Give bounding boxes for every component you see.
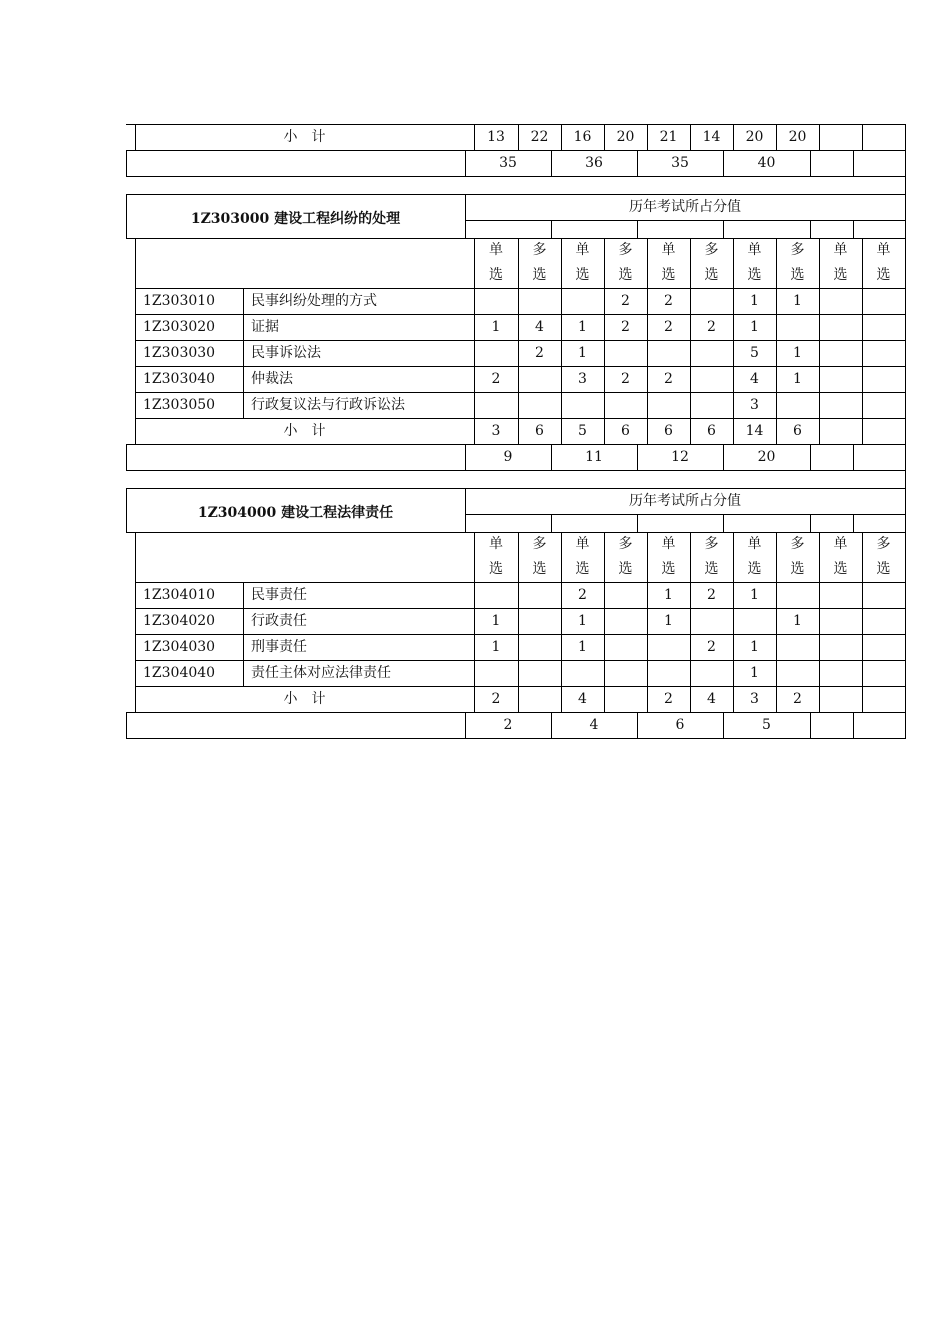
s3-question-type: 多 选: [704, 536, 719, 577]
s3-row-code: 1Z304030: [143, 639, 216, 655]
s2-row-cell: 1: [793, 345, 802, 361]
s2-row-cell: 3: [578, 371, 587, 387]
table-rule: [135, 418, 136, 444]
table-rule: [561, 392, 562, 418]
table-rule: [518, 608, 519, 634]
table-rule: [862, 686, 863, 712]
table-rule: [690, 418, 691, 444]
s2-row-cell: 2: [491, 371, 501, 387]
table-rule: [733, 418, 734, 444]
table-rule: [518, 686, 519, 712]
table-rule: [561, 288, 562, 314]
s2-row-cell: 2: [664, 371, 673, 387]
s3-question-type: 多 选: [876, 536, 891, 577]
table-rule: [905, 124, 906, 150]
s2-question-type: 多 选: [532, 242, 547, 283]
s3-row-cell: 1: [750, 665, 759, 681]
s3-subtotal-cell: 2: [491, 691, 501, 707]
s2-subtotal-cell: 5: [578, 423, 587, 439]
table-rule: [126, 194, 127, 238]
table-rule: [819, 418, 820, 444]
table-rule: [561, 686, 562, 712]
s2-row-code: 1Z303050: [143, 397, 216, 413]
table-rule: [853, 220, 854, 238]
s3-row-code: 1Z304020: [143, 613, 216, 629]
table-rule: [604, 608, 605, 634]
s2-subtotal-cell: 14: [745, 423, 764, 439]
table-rule: [723, 220, 724, 238]
table-rule: [551, 514, 552, 532]
table-rule: [853, 150, 854, 176]
table-rule: [905, 418, 906, 444]
s1-subtotal-cell: 20: [616, 129, 635, 145]
table-rule: [905, 150, 906, 176]
s2-pair-total: 20: [757, 449, 776, 465]
s3-header-label: 历年考试所占分值: [629, 493, 741, 509]
s3-row-cell: 2: [578, 587, 587, 603]
s2-row-cell: 3: [750, 397, 759, 413]
table-rule: [905, 340, 906, 366]
s2-row-cell: 2: [621, 293, 630, 309]
s2-row-cell: 2: [664, 319, 673, 335]
table-rule: [853, 444, 854, 470]
table-rule: [135, 686, 136, 712]
s3-row-cell: 1: [750, 639, 759, 655]
table-rule: [518, 582, 519, 608]
table-rule: [647, 686, 648, 712]
s2-question-type: 单 选: [833, 242, 848, 283]
s2-row-code: 1Z303010: [143, 293, 216, 309]
s1-pair-total: 36: [585, 155, 603, 171]
table-rule: [733, 124, 734, 150]
table-rule: [862, 314, 863, 340]
table-rule: [126, 488, 127, 532]
table-rule: [518, 288, 519, 314]
table-rule: [690, 608, 691, 634]
s1-pair-total: 40: [757, 155, 776, 171]
s3-row-cell: 1: [491, 613, 501, 629]
table-rule: [637, 444, 638, 470]
s2-header-label: 历年考试所占分值: [629, 199, 741, 215]
table-rule: [776, 660, 777, 686]
table-rule: [776, 634, 777, 660]
table-rule: [551, 712, 552, 738]
s3-row-cell: 1: [664, 587, 673, 603]
s1-subtotal-cell: 20: [788, 129, 807, 145]
table-rule: [862, 660, 863, 686]
s3-row-cell: 1: [750, 587, 759, 603]
table-rule: [647, 124, 648, 150]
table-rule: [690, 340, 691, 366]
s2-subtotal-cell: 6: [793, 423, 802, 439]
table-rule: [647, 392, 648, 418]
s2-question-type: 单 选: [747, 242, 762, 283]
table-rule: [647, 340, 648, 366]
table-rule: [905, 176, 906, 238]
table-rule: [518, 418, 519, 444]
table-rule: [604, 660, 605, 686]
s3-row-cell: 1: [578, 639, 587, 655]
table-rule: [647, 660, 648, 686]
s2-row-cell: 4: [750, 371, 759, 387]
s3-subtotal-cell: 2: [664, 691, 673, 707]
s2-row-cell: 1: [491, 319, 501, 335]
s3-section-title: 1Z304000 建设工程法律责任: [197, 505, 394, 521]
table-rule: [905, 532, 906, 582]
table-rule: [690, 392, 691, 418]
s2-question-type: 多 选: [790, 242, 805, 283]
table-rule: [637, 514, 638, 532]
table-rule: [561, 124, 562, 150]
table-rule: [819, 686, 820, 712]
table-rule: [690, 660, 691, 686]
table-rule: [853, 712, 854, 738]
table-rule: [126, 444, 127, 470]
table-rule: [862, 366, 863, 392]
table-rule: [776, 418, 777, 444]
table-rule: [637, 150, 638, 176]
s2-question-type: 单 选: [575, 242, 590, 283]
table-rule: [126, 712, 127, 738]
table-rule: [126, 176, 906, 177]
table-rule: [135, 532, 136, 582]
s2-row-cell: 2: [664, 293, 673, 309]
table-rule: [776, 314, 777, 340]
s2-row-name: 行政复议法与行政诉讼法: [251, 397, 405, 413]
s2-row-code: 1Z303040: [143, 371, 216, 387]
table-rule: [819, 582, 820, 608]
s2-row-cell: 2: [535, 345, 544, 361]
table-rule: [518, 392, 519, 418]
table-rule: [604, 634, 605, 660]
s2-pair-total: 12: [671, 449, 689, 465]
table-rule: [690, 124, 691, 150]
s3-row-name: 民事责任: [251, 587, 307, 603]
table-rule: [905, 392, 906, 418]
table-rule: [647, 418, 648, 444]
s3-row-cell: 1: [491, 639, 501, 655]
table-rule: [819, 660, 820, 686]
table-rule: [518, 124, 519, 150]
s3-row-name: 责任主体对应法律责任: [251, 665, 391, 681]
table-rule: [465, 712, 466, 738]
s3-question-type: 多 选: [618, 536, 633, 577]
table-rule: [733, 608, 734, 634]
s1-subtotal-cell: 22: [530, 129, 549, 145]
s3-question-type: 单 选: [489, 536, 503, 577]
table-rule: [690, 288, 691, 314]
table-rule: [637, 220, 638, 238]
table-rule: [551, 444, 552, 470]
s3-pair-total: 5: [762, 717, 771, 733]
s3-row-cell: 2: [707, 639, 716, 655]
s2-question-type: 单 选: [489, 242, 503, 283]
s2-pair-total: 9: [503, 449, 513, 465]
table-rule: [551, 220, 552, 238]
table-rule: [905, 238, 906, 288]
s2-pair-total: 11: [585, 449, 603, 465]
table-rule: [126, 150, 127, 176]
s3-row-code: 1Z304010: [143, 587, 216, 603]
table-rule: [819, 392, 820, 418]
table-rule: [723, 150, 724, 176]
table-rule: [733, 686, 734, 712]
s2-subtotal-cell: 6: [621, 423, 630, 439]
s2-row-name: 证据: [251, 319, 279, 335]
s2-subtotal-cell: 6: [535, 423, 544, 439]
s1-pair-total: 35: [671, 155, 689, 171]
table-rule: [637, 712, 638, 738]
s2-question-type: 单 选: [661, 242, 676, 283]
table-rule: [604, 392, 605, 418]
s2-row-code: 1Z303020: [143, 319, 216, 335]
table-rule: [465, 444, 466, 470]
s3-question-type: 单 选: [661, 536, 676, 577]
s3-row-cell: 2: [707, 587, 716, 603]
table-rule: [135, 238, 136, 288]
table-rule: [723, 444, 724, 470]
table-rule: [810, 444, 811, 470]
table-rule: [776, 392, 777, 418]
s3-row-code: 1Z304040: [143, 665, 216, 681]
table-rule: [604, 340, 605, 366]
table-rule: [465, 514, 906, 515]
table-rule: [905, 366, 906, 392]
s3-row-cell: 1: [578, 613, 587, 629]
table-rule: [819, 288, 820, 314]
s2-question-type: 多 选: [704, 242, 719, 283]
table-rule: [465, 220, 906, 221]
table-rule: [853, 514, 854, 532]
table-rule: [819, 124, 820, 150]
s2-subtotal-cell: 6: [664, 423, 673, 439]
table-rule: [690, 686, 691, 712]
table-rule: [862, 340, 863, 366]
table-rule: [819, 634, 820, 660]
table-rule: [862, 392, 863, 418]
s3-question-type: 多 选: [790, 536, 805, 577]
table-rule: [465, 150, 466, 176]
s3-row-cell: 1: [793, 613, 802, 629]
s1-subtotal-cell: 13: [487, 129, 505, 145]
table-rule: [776, 582, 777, 608]
table-rule: [862, 634, 863, 660]
table-rule: [474, 124, 475, 150]
table-rule: [647, 634, 648, 660]
table-rule: [905, 608, 906, 634]
table-rule: [690, 366, 691, 392]
table-rule: [723, 712, 724, 738]
s2-row-cell: 2: [621, 319, 630, 335]
table-rule: [905, 288, 906, 314]
table-rule: [905, 444, 906, 470]
table-rule: [905, 470, 906, 532]
s1-subtotal-cell: 14: [702, 129, 721, 145]
s2-row-name: 民事纠纷处理的方式: [251, 293, 377, 309]
s1-pair-total: 35: [499, 155, 517, 171]
s2-question-type: 多 选: [618, 242, 633, 283]
s1-subtotal-cell: 16: [573, 129, 592, 145]
table-rule: [561, 660, 562, 686]
table-rule: [518, 660, 519, 686]
table-rule: [905, 582, 906, 608]
s1-subtotal-cell: 20: [745, 129, 764, 145]
s2-row-cell: 1: [750, 319, 759, 335]
table-rule: [135, 124, 136, 150]
table-rule: [862, 288, 863, 314]
table-rule: [551, 150, 552, 176]
s3-subtotal-cell: 3: [750, 691, 759, 707]
s3-pair-total: 4: [589, 717, 599, 733]
s2-subtotal-cell: 6: [707, 423, 716, 439]
table-rule: [810, 712, 811, 738]
table-rule: [604, 686, 605, 712]
s3-subtotal-cell: 4: [578, 691, 587, 707]
table-rule: [604, 582, 605, 608]
s2-row-cell: 1: [793, 293, 802, 309]
s3-question-type: 单 选: [747, 536, 762, 577]
table-rule: [819, 314, 820, 340]
s3-question-type: 单 选: [575, 536, 590, 577]
table-rule: [819, 608, 820, 634]
s2-row-cell: 2: [707, 319, 716, 335]
s1-subtotal-cell: 21: [659, 129, 678, 145]
s2-question-type: 单 选: [876, 242, 891, 283]
s3-subtotal-label: 小 计: [283, 691, 326, 707]
s2-row-cell: 2: [621, 371, 630, 387]
s3-subtotal-cell: 2: [793, 691, 802, 707]
table-rule: [604, 418, 605, 444]
table-rule: [776, 124, 777, 150]
s3-subtotal-cell: 4: [707, 691, 716, 707]
s2-row-cell: 1: [578, 319, 587, 335]
s3-question-type: 单 选: [833, 536, 848, 577]
s2-row-cell: 1: [750, 293, 759, 309]
table-rule: [474, 418, 475, 444]
table-rule: [905, 686, 906, 712]
s1-subtotal-label: 小 计: [283, 129, 326, 145]
table-rule: [776, 686, 777, 712]
table-rule: [905, 634, 906, 660]
s2-row-cell: 5: [750, 345, 759, 361]
s3-row-name: 刑事责任: [251, 639, 307, 655]
s2-row-cell: 1: [793, 371, 802, 387]
table-rule: [905, 314, 906, 340]
s3-pair-total: 2: [503, 717, 513, 733]
table-rule: [862, 608, 863, 634]
table-rule: [905, 660, 906, 686]
table-rule: [723, 514, 724, 532]
s2-subtotal-cell: 3: [491, 423, 501, 439]
s2-row-name: 民事诉讼法: [251, 345, 321, 361]
table-rule: [518, 366, 519, 392]
s2-row-cell: 4: [535, 319, 544, 335]
table-rule: [126, 470, 906, 471]
table-rule: [604, 124, 605, 150]
s3-question-type: 多 选: [532, 536, 547, 577]
table-rule: [474, 686, 475, 712]
s2-subtotal-label: 小 计: [283, 423, 326, 439]
table-rule: [126, 124, 135, 125]
table-rule: [810, 150, 811, 176]
table-rule: [862, 582, 863, 608]
s2-section-title: 1Z303000 建设工程纠纷的处理: [190, 211, 401, 227]
table-rule: [862, 418, 863, 444]
table-rule: [810, 220, 811, 238]
s3-pair-total: 6: [675, 717, 685, 733]
table-rule: [819, 366, 820, 392]
s3-row-cell: 1: [664, 613, 673, 629]
table-rule: [126, 738, 906, 739]
table-rule: [862, 124, 863, 150]
table-rule: [561, 418, 562, 444]
table-rule: [819, 340, 820, 366]
table-rule: [518, 634, 519, 660]
table-rule: [905, 712, 906, 738]
table-rule: [810, 514, 811, 532]
s3-row-name: 行政责任: [251, 613, 307, 629]
s2-row-cell: 1: [578, 345, 587, 361]
s2-row-code: 1Z303030: [143, 345, 216, 361]
s2-row-name: 仲裁法: [251, 371, 293, 387]
